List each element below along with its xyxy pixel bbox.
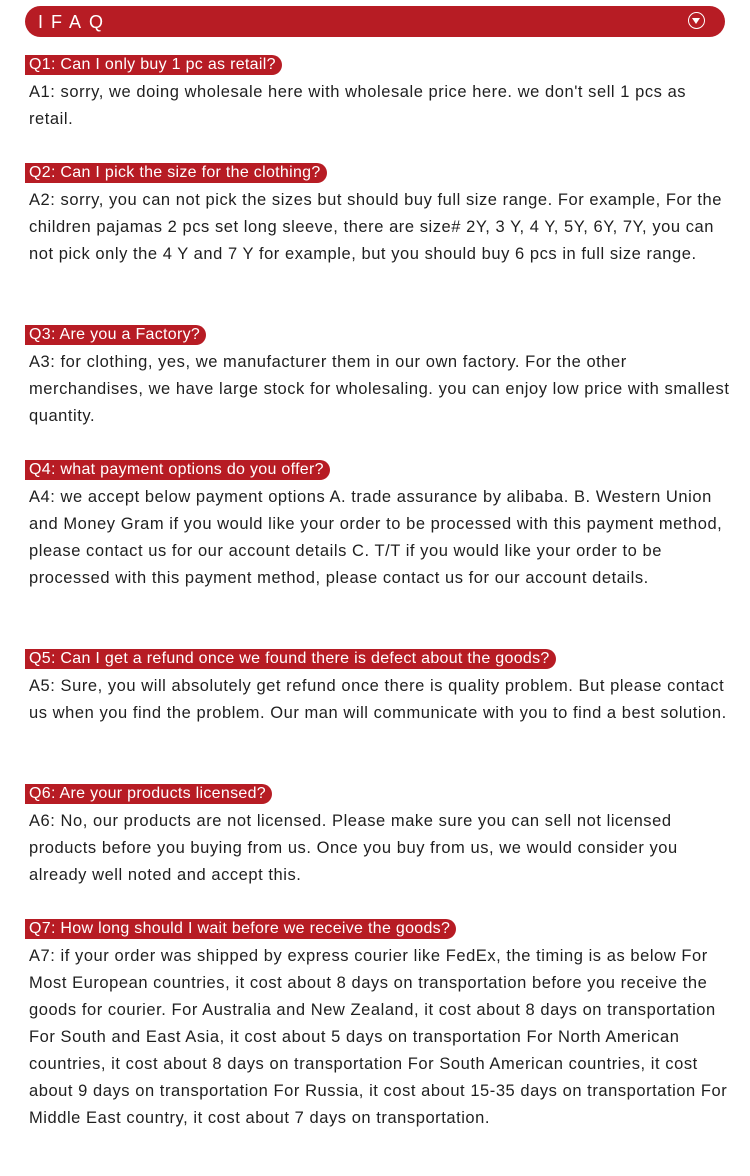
faq-question: Q7: How long should I wait before we receive the goods? [25, 919, 456, 939]
faq-item-1 [25, 55, 730, 133]
faq-answer: A7: if your order was shipped by express courier like FedEx, the timing is as below For Most European countries, it cost about 8 days on transportation before you receive the goods for courier. For Australia and New Zealand, it cost about 8 days on transportation For South and East Asia, it cost about 5 days on transportation For North American countries, it cost about 8 days on transportation For South American countries, it cost about 9 days on transportation For Russia, it cost about 15-35 days on transportation For Middle East country, it cost about 7 days on transportation. [29, 947, 728, 1127]
faq-answer: A6: No, our products are not licensed. Please make sure you can sell not licensed products before you buying from us. Once you buy from us, we would consider you already well noted and accept this. [29, 812, 678, 884]
faq-item-4 [25, 460, 730, 592]
page-title: IFAQ [38, 12, 112, 32]
faq-question: Q5: Can I get a refund once we found there is defect about the goods? [25, 649, 556, 669]
faq-answer: A5: Sure, you will absolutely get refund once there is quality problem. But please contact us when you find the problem. Our man will communicate with you to find a best solution. [29, 677, 727, 722]
faq-answer: A1: sorry, we doing wholesale here with wholesale price here. we don't sell 1 pcs as retail. [29, 83, 687, 128]
faq-answer: A2: sorry, you can not pick the sizes but should buy full size range. For example, For the children pajamas 2 pcs set long sleeve, there are size# 2Y, 3 Y, 4 Y, 5Y, 6Y, 7Y, you can not pick only the 4 Y and 7 Y for example, but you should buy 6 pcs in full size range. [29, 191, 723, 263]
faq-question: Q1: Can I only buy 1 pc as retail? [25, 55, 282, 75]
faq-question: Q3: Are you a Factory? [25, 325, 206, 345]
faq-answer: A4: we accept below payment options A. trade assurance by alibaba. B. Western Union and Money Gram if you would like your order to be processed with this payment method, please contact us for our account details C. T/T if you would like your order to be processed with this payment method, please contact us for our account details. [29, 488, 723, 587]
faq-item-2 [25, 163, 730, 268]
chevron-down-circle-icon[interactable] [688, 12, 705, 29]
faq-item-6 [25, 784, 730, 889]
faq-answer: A3: for clothing, yes, we manufacturer them in our own factory. For the other merchandises, we have large stock for wholesaling. you can enjoy low price with smallest quantity. [29, 353, 730, 425]
faq-header [25, 6, 725, 37]
faq-question: Q4: what payment options do you offer? [25, 460, 330, 480]
faq-item-3 [25, 325, 730, 430]
faq-question: Q2: Can I pick the size for the clothing? [25, 163, 327, 183]
faq-item-7 [25, 919, 730, 1132]
faq-question: Q6: Are your products licensed? [25, 784, 272, 804]
faq-item-5 [25, 649, 730, 727]
